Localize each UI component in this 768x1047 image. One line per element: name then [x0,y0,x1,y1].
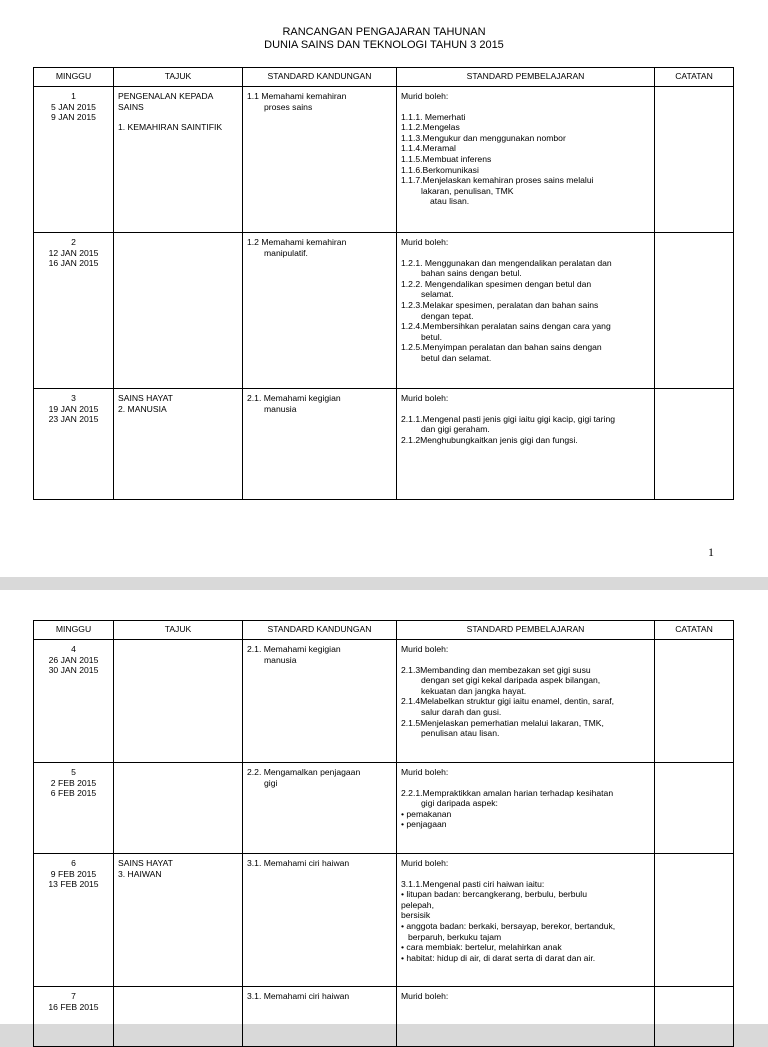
week-end-date: 6 FEB 2015 [50,788,97,799]
page-number: 1 [708,545,714,559]
catatan-cell [655,389,734,500]
topic-line: 2. MANUSIA [118,403,167,414]
standard-pembelajaran-cell [397,233,655,389]
sp-intro: Murid boleh: [401,91,449,101]
sk-text: manusia [264,403,297,414]
sp-line: 1.1.6.Berkomunikasi [401,164,479,175]
sk-text: 2.1. Memahami kegigian [247,644,341,654]
table-row [34,389,734,500]
week-cell [34,987,114,1047]
topic-cell [114,389,243,500]
catatan-cell [655,854,734,987]
standard-kandungan-cell [243,389,397,500]
week-end-date: 13 FEB 2015 [48,879,99,890]
sp-line: 2.1.4Melabelkan struktur gigi iaitu enamel, dentin, saraf, [401,696,615,707]
week-cell [34,233,114,389]
standard-kandungan-cell [243,233,397,389]
sp-line: 2.1.1.Mengenal pasti jenis gigi iaitu gigi kacip, gigi taring [401,413,616,424]
sp-bullet: • penjagaan [401,819,447,830]
table-row [34,854,734,987]
catatan-cell [655,640,734,763]
topic-cell [114,233,243,389]
catatan-cell [655,763,734,854]
topic-cell [114,87,243,233]
header-catatan: CATATAN [655,621,734,640]
topic-line: PENGENALAN KEPADA [118,91,214,101]
sp-line: 1.2.5.Menyimpan peralatan dan bahan sains dengan [401,342,602,353]
sp-line: 1.1.1. Memerhati [401,111,466,122]
standard-pembelajaran-cell [397,389,655,500]
week-cell [34,763,114,854]
document-title: RANCANGAN PENGAJARAN TAHUNAN [282,26,486,38]
topic-line: 3. HAIWAN [118,868,162,879]
week-end-date: 9 JAN 2015 [51,112,96,123]
sp-line: 3.1.1.Mengenal pasti ciri haiwan iaitu: [401,878,545,889]
sp-line: selamat. [421,289,454,300]
standard-kandungan-cell [243,987,397,1047]
week-number: 6 [71,858,76,868]
sp-line: 1.1.4.Meramal [401,143,456,154]
standard-pembelajaran-cell [397,640,655,763]
sp-line: dengan set gigi kekal daripada aspek bilangan, [421,675,601,686]
week-start-date: 12 JAN 2015 [48,247,99,258]
week-number: 1 [71,91,76,101]
standard-kandungan-cell [243,763,397,854]
sp-line: 2.2.1.Mempraktikkan amalan harian terhadap kesihatan [401,787,614,798]
topic-line: SAINS [118,101,144,112]
sp-intro: Murid boleh: [401,644,449,654]
lesson-plan-table-2 [33,620,734,1047]
sp-bullet: • habitat: hidup di air, di darat serta di darat dan air. [401,952,596,963]
sp-line: kekuatan dan jangka hayat. [421,685,527,696]
sk-text: 2.2. Mengamalkan penjagaan [247,767,361,777]
sp-intro: Murid boleh: [401,767,449,777]
topic-cell [114,763,243,854]
header-catatan: CATATAN [655,68,734,87]
week-number: 7 [71,991,76,1001]
sp-intro: Murid boleh: [401,991,449,1001]
sk-text: gigi [264,777,278,788]
sp-line: 1.1.2.Mengelas [401,122,460,133]
sp-line: 1.1.5.Membuat inferens [401,153,492,164]
topic-cell [114,640,243,763]
sp-line: bahan sains dengan betul. [421,268,522,279]
sp-intro: Murid boleh: [401,237,449,247]
sk-text: 1.2 Memahami kemahiran [247,237,347,247]
sp-line: 1.1.3.Mengukur dan menggunakan nombor [401,132,566,143]
topic-line: SAINS HAYAT [118,393,173,403]
header-standard-pembelajaran: STANDARD PEMBELAJARAN [397,68,655,87]
week-number: 3 [71,393,76,403]
topic-cell [114,987,243,1047]
week-number: 4 [71,644,76,654]
sp-bullet: • cara membiak: bertelur, melahirkan anak [401,942,562,953]
topic-line: SAINS HAYAT [118,858,173,868]
sk-text: 1.1 Memahami kemahiran [247,91,347,101]
standard-pembelajaran-cell [397,987,655,1047]
sp-line: dan gigi geraham. [421,424,490,435]
standard-pembelajaran-cell [397,87,655,233]
header-minggu: MINGGU [34,68,114,87]
sp-bullet: • anggota badan: berkaki, bersayap, berekor, bertanduk, [401,920,616,931]
topic-cell [114,854,243,987]
week-number: 5 [71,767,76,777]
sp-bullet: bersisik [401,910,431,921]
sp-line: 1.2.1. Menggunakan dan mengendalikan peralatan dan [401,257,612,268]
sp-line: 2.1.5Menjelaskan pemerhatian melalui lakaran, TMK, [401,717,604,728]
table-header-row [34,621,734,640]
lesson-plan-table-1 [33,67,734,500]
header-tajuk: TAJUK [114,68,243,87]
week-start-date: 19 JAN 2015 [48,403,99,414]
week-cell [34,87,114,233]
header-minggu: MINGGU [34,621,114,640]
week-end-date: 30 JAN 2015 [48,665,99,676]
week-start-date: 16 FEB 2015 [48,1001,99,1012]
sp-line: salur darah dan gusi. [421,706,502,717]
header-standard-kandungan: STANDARD KANDUNGAN [243,621,397,640]
week-end-date: 23 JAN 2015 [48,414,99,425]
standard-pembelajaran-cell [397,763,655,854]
sp-line: betul dan selamat. [421,352,492,363]
catatan-cell [655,987,734,1047]
sp-line: 1.2.2. Mengendalikan spesimen dengan betul dan [401,278,592,289]
sp-line: dengan tepat. [421,310,474,321]
standard-kandungan-cell [243,640,397,763]
week-cell [34,854,114,987]
week-cell [34,640,114,763]
week-start-date: 5 JAN 2015 [51,101,96,112]
standard-pembelajaran-cell [397,854,655,987]
sk-text: proses sains [264,101,313,112]
table-row [34,87,734,233]
standard-kandungan-cell [243,87,397,233]
sp-bullet: • pemakanan [401,808,452,819]
topic-line: 1. KEMAHIRAN SAINTIFIK [118,122,223,133]
header-standard-pembelajaran: STANDARD PEMBELAJARAN [397,621,655,640]
table-row [34,233,734,389]
sp-intro: Murid boleh: [401,858,449,868]
sp-bullet: pelepah, [401,899,434,910]
sk-text: manipulatif. [264,247,308,258]
header-standard-kandungan: STANDARD KANDUNGAN [243,68,397,87]
sp-line: penulisan atau lisan. [421,728,500,739]
standard-kandungan-cell [243,854,397,987]
sp-intro: Murid boleh: [401,393,449,403]
sp-line: lakaran, penulisan, TMK [421,185,514,196]
sp-line: 2.1.2Menghubungkaitkan jenis gigi dan fungsi. [401,434,578,445]
document-page-2 [0,590,768,1024]
catatan-cell [655,87,734,233]
table-header-row [34,68,734,87]
sp-line: betul. [421,331,443,342]
sp-bullet: • litupan badan: bercangkerang, berbulu, berbulu [401,889,587,900]
sp-line: 1.2.4.Membersihkan peralatan sains dengan cara yang [401,321,611,332]
week-start-date: 26 JAN 2015 [48,654,99,665]
week-cell [34,389,114,500]
sk-text: 3.1. Memahami ciri haiwan [247,991,350,1001]
sp-line: 2.1.3Membanding dan membezakan set gigi susu [401,664,591,675]
catatan-cell [655,233,734,389]
sp-bullet: berparuh, berkuku tajam [408,931,502,942]
document-subtitle: DUNIA SAINS DAN TEKNOLOGI TAHUN 3 2015 [264,39,504,51]
week-end-date: 16 JAN 2015 [48,258,99,269]
week-start-date: 9 FEB 2015 [50,868,97,879]
table-row [34,987,734,1047]
week-start-date: 2 FEB 2015 [50,777,97,788]
header-tajuk: TAJUK [114,621,243,640]
sp-line: 1.1.7.Menjelaskan kemahiran proses sains melalui [401,175,594,186]
table-row [34,763,734,854]
sk-text: 2.1. Memahami kegigian [247,393,341,403]
week-number: 2 [71,237,76,247]
sp-line: atau lisan. [430,196,470,207]
sp-line: 1.2.3.Melakar spesimen, peralatan dan bahan sains [401,299,599,310]
sk-text: manusia [264,654,297,665]
sk-text: 3.1. Memahami ciri haiwan [247,858,350,868]
table-row [34,640,734,763]
sp-line: gigi daripada aspek: [421,798,498,809]
